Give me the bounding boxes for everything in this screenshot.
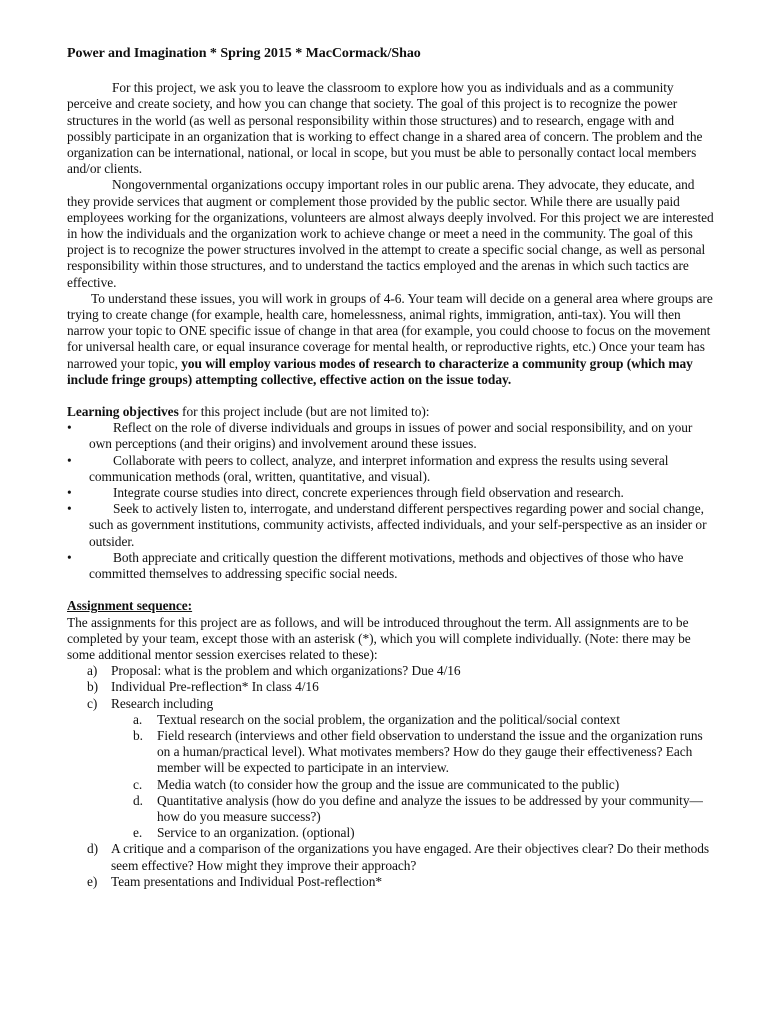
list-item (133, 777, 714, 793)
list-marker: c. (133, 776, 143, 792)
assignment-text: Proposal: what is the problem and which organizations? Due 4/16 (111, 663, 461, 679)
bullet-marker: • (67, 420, 72, 436)
research-text: Media watch (to consider how the group and the issue are communicated to the public) (157, 776, 620, 792)
intro-paragraph: For this project, we ask you to leave the classroom to explore how you as individuals and as a community perceive and create society, and how you can change that society. The goal of this project is to recognize the power structures in the world (as well as personal responsibility within those structures) and to research, engage with and possibly participate in an organization that is working to effect change in a shared area of concern. The problem and the organization can be international, national, or local in scope, but you must be able to personally contact local members and/or clients. (67, 80, 703, 177)
list-marker: d. (133, 792, 143, 808)
research-text: Quantitative analysis (how do you define and analyze the issues to be addressed by your community—how do you measure success?) (157, 792, 703, 824)
objective-text: Integrate course studies into direct, concrete experiences through field observation and research. (113, 485, 624, 501)
assignment-sequence-heading: Assignment sequence: (67, 598, 193, 614)
assignment-list (67, 663, 714, 712)
list-item (133, 793, 714, 825)
assignment-text: A critique and a comparison of the organizations you have engaged. Are their objectives clear? Do their methods seem effective? How might they improve their approach? (111, 841, 710, 873)
research-text: Service to an organization. (optional) (157, 825, 355, 841)
list-item (133, 728, 714, 777)
list-item (87, 696, 714, 712)
assignment-text: Team presentations and Individual Post-reflection* (111, 873, 382, 889)
list-item (87, 874, 714, 890)
learning-objectives-list (67, 420, 714, 582)
list-item (67, 420, 714, 452)
list-item (67, 550, 714, 582)
groups-paragraph (67, 291, 714, 388)
list-item (87, 679, 714, 695)
objective-text: Reflect on the role of diverse individuals and groups in issues of power and social responsibility, and on your own perceptions (and their origins) and involvement around these issues. (89, 420, 693, 452)
list-item (133, 825, 714, 841)
list-marker: e. (133, 825, 143, 841)
assignment-text: Research including (111, 695, 214, 711)
document-title: Power and Imagination * Spring 2015 * MacCormack/Shao (67, 46, 421, 61)
bullet-marker: • (67, 549, 72, 565)
list-item (67, 501, 714, 550)
learning-objectives-heading: Learning objectives (67, 404, 179, 420)
bullet-marker: • (67, 485, 72, 501)
bullet-marker: • (67, 501, 72, 517)
list-item (67, 453, 714, 485)
list-item (87, 841, 714, 873)
list-marker: e) (87, 873, 98, 889)
groups-paragraph-text: To understand these issues, you will work in groups of 4-6. Your team will decide on a general area where groups are trying to create change (for example, health care, homelessness, animal rights, immigration, anti-tax). You will then narrow your topic to ONE specific issue of change in that area (for example, you could choose to focus on the movement for universal health care, or equal insurance coverage for mental health, or reproductive rights, etc.) Once your team has narrowed your topic, (67, 290, 713, 371)
objective-text: Collaborate with peers to collect, analyze, and interpret information and express the results using several communication methods (oral, written, quantitative, and visual). (89, 452, 669, 484)
learning-objectives-intro-text: for this project include (but are not limited to): (178, 404, 430, 420)
assignment-list-continued (67, 841, 714, 890)
bullet-marker: • (67, 452, 72, 468)
list-marker: b) (87, 679, 99, 695)
learning-objectives-intro (67, 404, 714, 420)
assignment-sequence-intro: The assignments for this project are as follows, and will be introduced throughout the term. All assignments are to be completed by your team, except those with an asterisk (*), which you will complete individually. (Note: there may be some additional mentor session exercises related to these): (67, 614, 691, 662)
ngo-paragraph: Nongovernmental organizations occupy important roles in our public arena. They advocate, they educate, and they provide services that augment or complement those provided by the public sector. While there are usually paid employees working for the organizations, volunteers are almost always deeply involved. For this project we are interested in how the individuals and the organization work to achieve change or meet a need in the community. The goal of this project is to recognize the power structures involved in the attempt to create a specific social change, as well as personal responsibility within those structures, and to understand the tactics employed and the arenas in which such tactics are effective. (67, 177, 714, 290)
research-text: Field research (interviews and other field observation to understand the issue and the organization runs on a human/practical level). What motivates members? How do they gauge their effectiveness? Each member will be expected to participate in an interview. (157, 727, 703, 776)
list-marker: a. (133, 711, 143, 727)
objective-text: Seek to actively listen to, interrogate, and understand different perspectives regarding power and social change, such as government institutions, community activists, affected individuals, and your self-perspective as an insider or outsider. (89, 501, 707, 549)
list-marker: d) (87, 841, 99, 857)
research-text: Textual research on the social problem, the organization and the political/social context (157, 711, 620, 727)
list-marker: b. (133, 727, 143, 743)
groups-paragraph-emphasis: you will employ various modes of research to characterize a community group (which may include fringe groups) attempting collective, effective action on the issue today. (67, 355, 693, 387)
research-sublist (67, 712, 714, 842)
list-item (67, 485, 714, 501)
objective-text: Both appreciate and critically question the different motivations, methods and objectives of those who have committed themselves to addressing specific social needs. (89, 549, 684, 582)
assignment-text: Individual Pre-reflection* In class 4/16 (111, 679, 319, 695)
list-marker: a) (87, 663, 98, 679)
list-marker: c) (87, 695, 98, 711)
list-item (87, 663, 714, 679)
list-item (133, 712, 714, 728)
